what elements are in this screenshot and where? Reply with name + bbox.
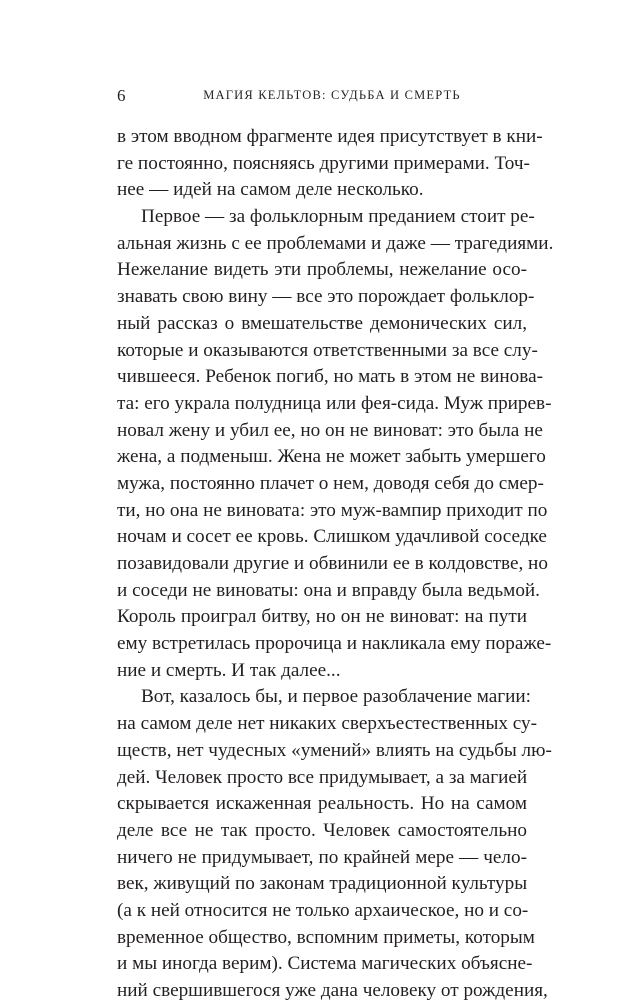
text-line: скрывается искаженная реальность. Но на самом — [117, 793, 527, 815]
text-line: и соседи не виноваты: она и вправду была ведьмой. — [117, 579, 540, 601]
text-line: век, живущий по законам традиционной культуры — [117, 873, 528, 895]
running-header — [117, 86, 527, 108]
page-number: 6 — [117, 86, 126, 105]
text-line: Вот, казалось бы, и первое разоблачение магии: — [141, 686, 532, 708]
text-line: та: его украла полудница или фея-сида. Муж прирев- — [117, 392, 552, 414]
text-line: чившееся. Ребенок погиб, но мать в этом не винова- — [117, 366, 543, 388]
text-line: альная жизнь с ее проблемами и даже — трагедиями. — [117, 232, 554, 254]
text-line: и мы иногда верим). Система магических объясне- — [117, 953, 533, 975]
text-line: временное общество, вспомним приметы, которым — [117, 926, 535, 948]
text-line: деле все не так просто. Человек самостоятельно — [117, 819, 527, 841]
text-line: новал жену и убил ее, но он не виноват: это была не — [117, 419, 543, 441]
text-line: ный рассказ о вмешательстве демонических сил, — [117, 312, 527, 334]
text-line: Первое — за фольклорным преданием стоит ре- — [141, 206, 535, 228]
body-text — [117, 124, 554, 1005]
text-line: Король проиграл битву, но он не виноват: на пути — [117, 606, 527, 628]
text-line: знавать свою вину — все это порождает фольклор- — [117, 286, 535, 308]
text-line: ний свершившегося уже дана человеку от рождения, — [117, 980, 548, 1001]
text-line: ночам и сосет ее кровь. Слишком удачливой соседке — [117, 526, 547, 548]
text-line: (а к ней относится не только архаическое, но и со- — [117, 899, 529, 921]
text-line: мужа, постоянно плачет о нем, доводя себя до смер- — [117, 472, 544, 494]
text-line: на самом деле нет никаких сверхъестественных су- — [117, 713, 538, 735]
text-line: ге постоянно, поясняясь другими примерами. Точ- — [117, 152, 530, 174]
text-line: жена, а подменыш. Жена не может забыть умершего — [117, 446, 546, 468]
text-line: ему встретилась пророчица и накликала ему пораже- — [117, 633, 552, 655]
running-title: МАГИЯ КЕЛЬТОВ: СУДЬБА И СМЕРТЬ — [203, 88, 461, 102]
text-line: ние и смерть. И так далее... — [117, 659, 341, 681]
text-line: которые и оказываются ответственными за все слу- — [117, 339, 538, 361]
text-line: ществ, нет чудесных «умений» влиять на судьбы лю- — [117, 739, 552, 761]
text-line: в этом вводном фрагменте идея присутствует в кни- — [117, 126, 543, 147]
text-line: Нежелание видеть эти проблемы, нежелание осо- — [117, 259, 527, 281]
text-line: нее — идей на самом деле несколько. — [117, 179, 424, 201]
text-line: ничего не придумывает, по крайней мере — чело- — [117, 846, 527, 868]
text-line: позавидовали другие и обвинили ее в колдовстве, но — [117, 553, 548, 574]
text-line: ти, но она не виновата: это муж-вампир приходит по — [117, 499, 548, 521]
text-line: дей. Человек просто все придумывает, а за магией — [117, 766, 528, 788]
